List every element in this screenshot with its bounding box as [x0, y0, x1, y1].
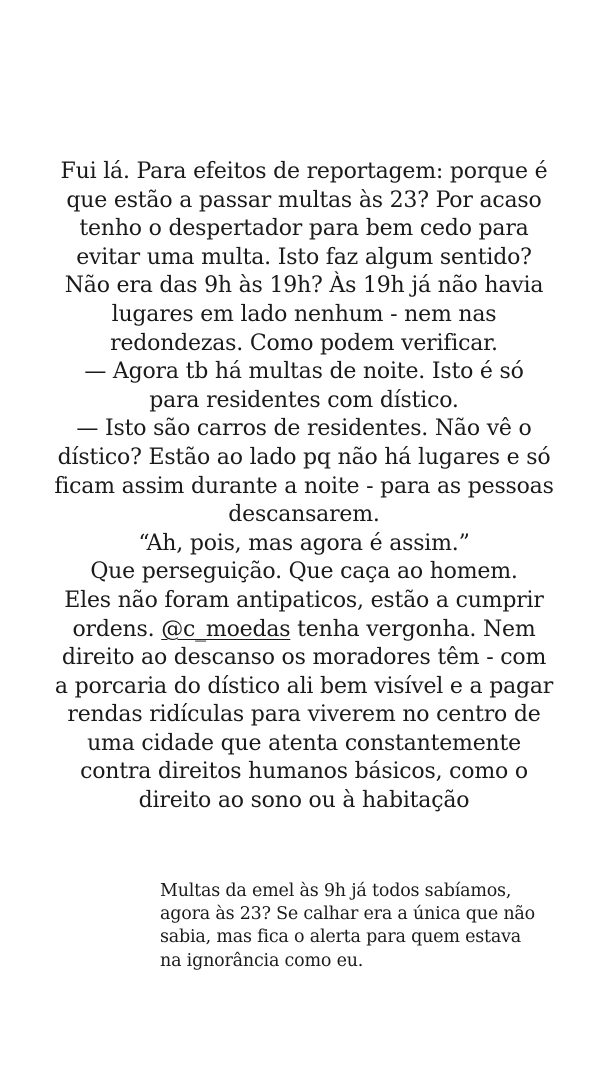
main-text-line: contra direitos humanos básicos, como o	[80, 759, 528, 785]
main-text-line: direito ao sono ou à habitação	[138, 788, 470, 814]
secondary-text-line: agora às 23? Se calhar era a única que não	[160, 904, 535, 925]
secondary-text-line: sabia, mas fica o alerta para quem estava	[160, 927, 522, 948]
main-text-line: evitar uma multa. Isto faz algum sentido?	[76, 244, 532, 270]
main-text-mention-line	[44, 616, 564, 645]
main-text-line: rendas ridículas para viverem no centro de	[67, 702, 541, 728]
main-text-line: Fui lá. Para efeitos de reportagem: porque é	[60, 159, 548, 184]
main-text-line: redondezas. Como podem verificar.	[110, 330, 498, 356]
main-text-line: Que perseguição. Que caça ao homem.	[90, 559, 518, 585]
main-text-line: para residentes com dístico.	[149, 387, 459, 413]
main-text-line: que estão a passar multas às 23? Por acaso	[66, 187, 542, 213]
secondary-text-line: na ignorância como eu.	[160, 950, 364, 971]
user-mention-link[interactable]: @c_moedas	[161, 616, 291, 642]
main-text-line: a porcaria do dístico ali bem visível e a pagar	[54, 673, 554, 699]
mention-line-after: tenha vergonha. Nem	[290, 616, 536, 642]
main-text-line: ficam assim durante a noite - para as pessoas	[54, 473, 554, 499]
secondary-text-line: Multas da emel às 9h já todos sabíamos,	[160, 881, 512, 901]
main-text-line: lugares em lado nenhum - nem nas	[111, 301, 497, 327]
secondary-text-block	[160, 880, 560, 973]
mention-line-before: ordens.	[72, 616, 162, 642]
main-text-line: Eles não foram antipaticos, estão a cumprir	[64, 587, 544, 613]
main-text-line: dístico? Estão ao lado pq não há lugares e só	[57, 444, 551, 470]
main-text-line: descansarem.	[228, 502, 380, 528]
main-text-line: direito ao descanso os moradores têm - com	[61, 645, 547, 671]
main-text-line: uma cidade que atenta constantemente	[87, 730, 521, 756]
main-text-line: — Isto são carros de residentes. Não vê o	[76, 416, 532, 442]
main-text-block	[44, 158, 564, 816]
main-text-line: — Agora tb há multas de noite. Isto é só	[84, 359, 524, 385]
main-text-line: “Ah, pois, mas agora é assim.”	[138, 530, 470, 556]
main-text-line: Não era das 9h às 19h? Às 19h já não havia	[64, 273, 544, 299]
main-text-line: tenho o despertador para bem cedo para	[79, 216, 529, 242]
